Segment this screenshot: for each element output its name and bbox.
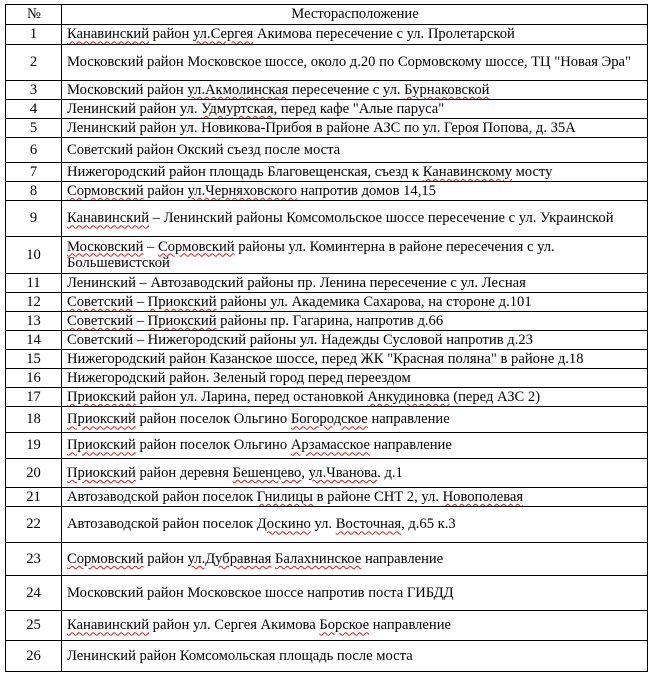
location-text: пересечение с ул. [288, 81, 405, 98]
location-text: районы ул. Академика Сахарова, на стороне д.101 [216, 293, 532, 310]
location-text: Советский район Окский съезд после моста [67, 141, 341, 158]
location-text: Нижегородский район Казанское шоссе, перед ЖК "Красная поляна" в районе д.18 [67, 350, 584, 367]
location-text: Московский район [67, 81, 188, 98]
spellcheck-flagged-word: Советский [67, 293, 134, 310]
location-text: Нижегородский район. Зеленый город перед переездом [67, 369, 411, 386]
row-number: 9 [6, 201, 62, 237]
locations-table [5, 4, 648, 672]
row-number: 7 [6, 163, 62, 182]
row-number: 23 [6, 543, 62, 576]
row-number: 22 [6, 507, 62, 543]
spellcheck-flagged-word: Канавинский [67, 617, 150, 634]
row-location [62, 237, 648, 274]
spellcheck-flagged-word: ул.Черняховского [187, 182, 297, 199]
row-location [62, 45, 648, 81]
location-text: направление [361, 550, 444, 567]
spellcheck-flagged-word: Арзамасское [290, 437, 370, 454]
location-text: Ленинский район Комсомольская площадь после моста [67, 647, 413, 664]
row-number: 16 [6, 369, 62, 388]
spellcheck-flagged-word: Восточная [335, 516, 402, 533]
location-text: в районе СНТ 2, ул. [312, 488, 443, 505]
spellcheck-flagged-word: Богородское [290, 411, 368, 428]
table-row [6, 369, 648, 388]
row-location [62, 138, 648, 163]
table-row [6, 274, 648, 293]
row-number: 3 [6, 81, 62, 100]
table-row [6, 611, 648, 641]
row-number: 6 [6, 138, 62, 163]
row-location [62, 163, 648, 182]
location-text: районы пр. Гагарина, напротив д.66 [216, 312, 444, 329]
row-number: 21 [6, 488, 62, 507]
spellcheck-flagged-word: Приокский [67, 464, 136, 481]
table-row [6, 237, 648, 274]
row-location [62, 433, 648, 459]
location-text: Автозаводской район поселок [67, 516, 257, 533]
row-location [62, 488, 648, 507]
table-row [6, 163, 648, 182]
location-text: направление [369, 617, 452, 634]
spellcheck-flagged-word: Бурнаковской [404, 81, 490, 98]
spellcheck-flagged-word: Канавинский [67, 210, 150, 227]
spellcheck-flagged-word: Приокский [67, 411, 136, 428]
row-location [62, 507, 648, 543]
row-location [62, 459, 648, 488]
spellcheck-flagged-word: Сормовский [157, 238, 235, 255]
location-text: район [143, 550, 188, 567]
location-text: , д.65 к.3 [401, 516, 456, 533]
row-number: 10 [6, 237, 62, 274]
row-location [62, 182, 648, 201]
location-text: (перед АЗС 2) [449, 388, 541, 405]
spellcheck-flagged-word: Борское [319, 617, 370, 634]
location-text: район ул. Сергея Акимова [149, 617, 320, 634]
location-text: район ул. Ларина, перед остановкой [135, 388, 368, 405]
location-text: мосту [511, 163, 553, 180]
row-location [62, 201, 648, 237]
row-location [62, 331, 648, 350]
table-row [6, 641, 648, 672]
spellcheck-flagged-word: Московский [67, 238, 144, 255]
row-number: 11 [6, 274, 62, 293]
location-text: районы ул. Коминтерна в районе пересечения с ул. Большевистской [67, 238, 555, 271]
table-row [6, 388, 648, 407]
spellcheck-flagged-word: Канавинскому [422, 163, 512, 180]
spellcheck-flagged-word: Гнилицы [256, 488, 313, 505]
row-location [62, 576, 648, 611]
location-text: напротив домов 14,15 [296, 182, 436, 199]
location-text: – [143, 238, 158, 255]
row-location [62, 369, 648, 388]
table-row [6, 576, 648, 611]
spellcheck-flagged-word: ул.Акмолинская [187, 81, 289, 98]
row-number: 20 [6, 459, 62, 488]
table-row [6, 293, 648, 312]
table-row [6, 488, 648, 507]
spellcheck-flagged-word: Приокский [147, 293, 217, 310]
spellcheck-flagged-word: ул.Чванова [308, 464, 378, 481]
location-text: Акимова пересечение с ул. Пролетарской [253, 26, 515, 43]
table-row [6, 407, 648, 433]
row-location [62, 388, 648, 407]
row-number: 2 [6, 45, 62, 81]
location-text: Московский район Московское шоссе напротив поста ГИБДД [67, 584, 454, 601]
row-number: 13 [6, 312, 62, 331]
spellcheck-flagged-word: Сормовский [67, 182, 144, 199]
table-row [6, 138, 648, 163]
row-number: 1 [6, 25, 62, 45]
row-location [62, 100, 648, 119]
location-text: район поселок Ольгино [135, 411, 291, 428]
row-location [62, 274, 648, 293]
header-number: № [6, 5, 62, 25]
table-row [6, 331, 648, 350]
row-location [62, 81, 648, 100]
location-text: район деревня [135, 464, 233, 481]
row-location [62, 641, 648, 672]
location-text: Ленинский район ул. [67, 100, 202, 117]
row-number: 15 [6, 350, 62, 369]
spellcheck-flagged-word: Приокский [67, 437, 136, 454]
location-text: Ленинский – Автозаводский районы пр. Ленина пересечение с ул. Лесная [67, 274, 526, 291]
row-number: 8 [6, 182, 62, 201]
row-location [62, 543, 648, 576]
location-text: – [133, 312, 148, 329]
row-number: 17 [6, 388, 62, 407]
table-row [6, 507, 648, 543]
location-text: Автозаводской район поселок [67, 488, 257, 505]
row-location [62, 350, 648, 369]
spellcheck-flagged-word: Анкудиновка [367, 388, 450, 405]
spellcheck-flagged-word: Бешенцево [232, 464, 302, 481]
table-row [6, 25, 648, 45]
location-text: Нижегородский район площадь Благовещенская, съезд к [67, 163, 423, 180]
location-text: Московский район Московское шоссе, около д.20 по Сормовскому шоссе, ТЦ "Новая Эра" [67, 54, 631, 71]
spellcheck-flagged-word: Канавинский [67, 26, 150, 43]
row-location [62, 25, 648, 45]
table-row [6, 81, 648, 100]
location-text: ул. [310, 516, 336, 533]
location-text: Советский – Нижегородский районы ул. Надежды Сусловой напротив д.23 [67, 331, 533, 348]
location-text: район [149, 26, 194, 43]
spellcheck-flagged-word: Сормовский [67, 550, 144, 567]
row-number: 24 [6, 576, 62, 611]
row-number: 14 [6, 331, 62, 350]
location-text: Ленинский район ул. Новикова-Прибоя в районе АЗС по ул. Героя Попова, д. 35А [67, 119, 576, 136]
location-text: . д.1 [377, 464, 403, 481]
location-text: направление [367, 411, 450, 428]
row-location [62, 611, 648, 641]
row-number: 26 [6, 641, 62, 672]
row-number: 12 [6, 293, 62, 312]
table-row [6, 119, 648, 138]
spellcheck-flagged-word: Удмуртская [201, 100, 274, 117]
spellcheck-flagged-word: Новополевая [442, 488, 524, 505]
location-text: – [133, 293, 148, 310]
location-text: район поселок Ольгино [135, 437, 291, 454]
spellcheck-flagged-word: ул.Сергея [193, 26, 254, 43]
row-number: 5 [6, 119, 62, 138]
location-text: , перед кафе "Алые паруса" [273, 100, 445, 117]
spellcheck-flagged-word: ул.Дубравная [187, 550, 272, 567]
table-row [6, 182, 648, 201]
table-row [6, 433, 648, 459]
spellcheck-flagged-word: Доскино [256, 516, 311, 533]
table-row [6, 312, 648, 331]
location-text: – Ленинский районы Комсомольское шоссе пересечение с ул. Украинской [149, 210, 614, 227]
table-row [6, 201, 648, 237]
spellcheck-flagged-word: Советский [67, 312, 134, 329]
location-text: направление [369, 437, 452, 454]
spellcheck-flagged-word: Приокский [67, 388, 136, 405]
location-text: , [301, 464, 309, 481]
row-number: 25 [6, 611, 62, 641]
row-location [62, 293, 648, 312]
row-location [62, 312, 648, 331]
location-text: район [143, 182, 188, 199]
header-location: Месторасположение [62, 5, 648, 25]
row-location [62, 407, 648, 433]
row-number: 18 [6, 407, 62, 433]
table-row [6, 543, 648, 576]
table-body [6, 25, 648, 672]
row-number: 19 [6, 433, 62, 459]
row-location [62, 119, 648, 138]
table-row [6, 459, 648, 488]
header-row [6, 5, 648, 25]
table-row [6, 350, 648, 369]
table-row [6, 100, 648, 119]
row-number: 4 [6, 100, 62, 119]
table-row [6, 45, 648, 81]
spellcheck-flagged-word: Приокский [147, 312, 217, 329]
spellcheck-flagged-word: Балахнинское [275, 550, 362, 567]
